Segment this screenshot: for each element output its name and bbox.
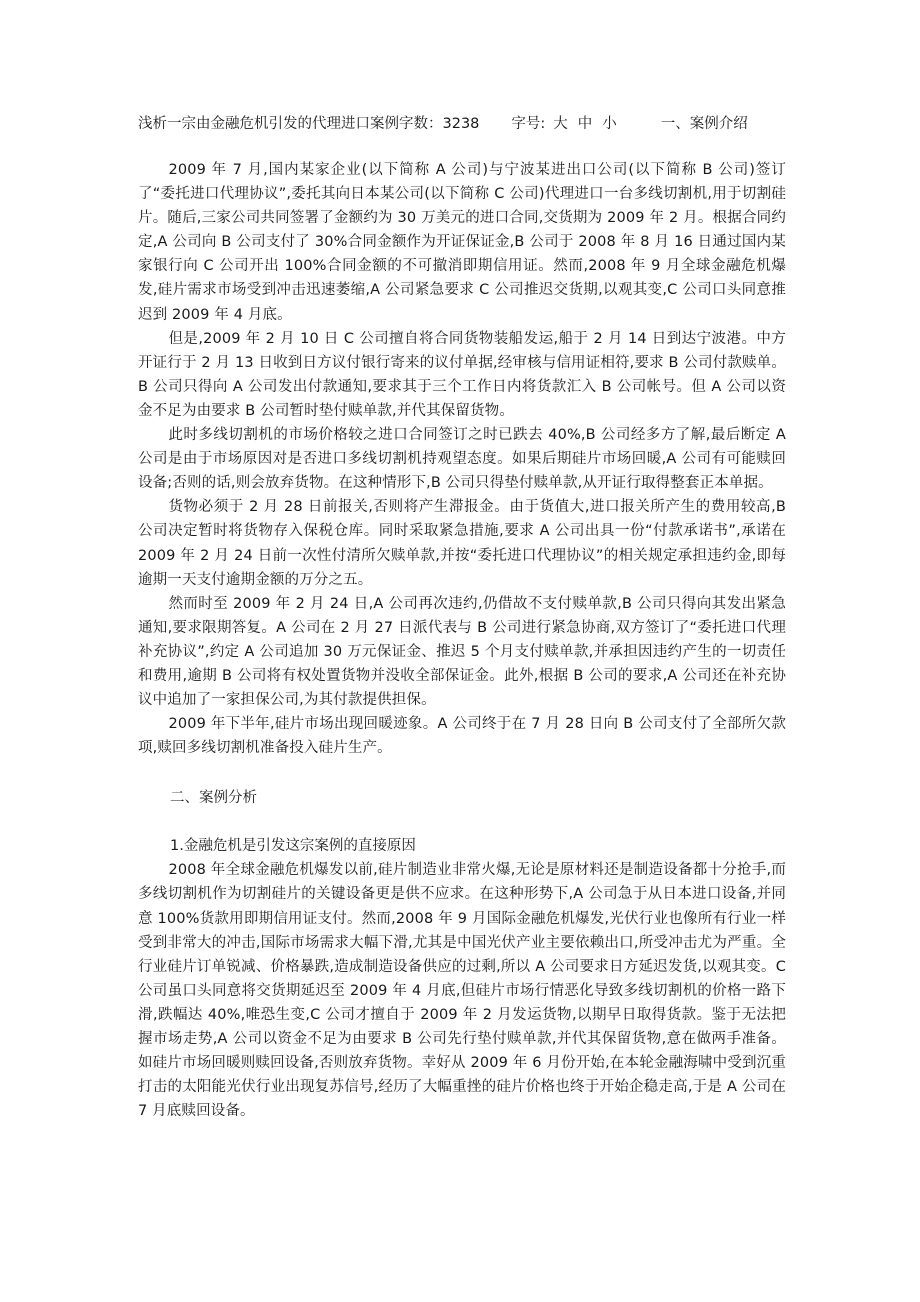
font-size-medium-link[interactable]: 中: [577, 116, 593, 132]
case-introduction: [138, 158, 786, 760]
document-header: [138, 112, 786, 136]
document-page: [138, 112, 786, 1123]
paragraph: 此时多线切割机的市场价格较之进口合同签订之时已跌去 40%,B 公司经多方了解,最后断定 A 公司是由于市场原因对是否进口多线切割机持观望态度。如果后期硅片市场回暖,A 公司有可能赎回设备;否则的话,则会放弃货物。在这种情形下,B 公司只得垫付赎单款,从开证行取得整套正本单据。: [138, 427, 786, 492]
paragraph: 2009 年 7 月,国内某家企业(以下简称 A 公司)与宁波某进出口公司(以下简称 B 公司)签订了“委托进口代理协议”,委托其向日本某公司(以下简称 C 公司)代理进口一台多线切割机,用于切割硅片。随后,三家公司共同签署了金额约为 30 万美元的进口合同,交货期为 2009 年 2 月。根据合同约定,A 公司向 B 公司支付了 30%合同金额作为开证保证金,B 公司于 2008 年 8 月 16 日通过国内某家银行向 C 公司开出 100%合同金额的不可撤消即期信用证。然而,2008 年 9 月全球金融危机爆发,硅片需求市场受到冲击迅速萎缩,A 公司紧急要求 C 公司推迟交货期,以观其变,C 公司口头同意推迟到 2009 年 4 月底。: [138, 162, 786, 323]
paragraph: 2008 年全球金融危机爆发以前,硅片制造业非常火爆,无论是原材料还是制造设备都十分抢手,而多线切割机作为切割硅片的关键设备更是供不应求。在这种形势下,A 公司急于从日本进口设备,并同意 100%货款用即期信用证支付。然而,2008 年 9 月国际金融危机爆发,光伏行业也像所有行业一样受到非常大的冲击,国际市场需求大幅下滑,尤其是中国光伏产业主要依赖出口,所受冲击尤为严重。全行业硅片订单锐减、价格暴跌,造成制造设备供应的过剩,所以 A 公司要求日方延迟发货,以观其变。C 公司虽口头同意将交货期延迟至 2009 年 4 月底,但硅片市场行情恶化导致多线切割机的价格一路下滑,跌幅达 40%,唯恐生变,C 公司才擅自于 2009 年 2 月发运货物,以期早日取得货款。鉴于无法把握市场走势,A 公司以资金不足为由要求 B 公司先行垫付赎单款,并代其保留货物,意在做两手准备。如硅片市场回暖则赎回设备,否则放弃货物。幸好从 2009 年 6 月份开始,在本轮金融海啸中受到沉重打击的太阳能光伏行业出现复苏信号,经历了大幅重挫的硅片价格也终于开始企稳走高,于是 A 公司在 7 月底赎回设备。: [138, 862, 786, 1120]
font-size-large-link[interactable]: 大: [553, 116, 568, 132]
paragraph: 但是,2009 年 2 月 10 日 C 公司擅自将合同货物装船发运,船于 2 月 14 日到达宁波港。中方开证行于 2 月 13 日收到日方议付银行寄来的议付单据,经审核与信用证相符,要求 B 公司付款赎单。B 公司只得向 A 公司发出付款通知,要求其于三个工作日内将货款汇入 B 公司帐号。但 A 公司以资金不足为由要求 B 公司暂时垫付赎单款,并代其保留货物。: [138, 330, 786, 419]
section-two-subheading: 1.金融危机是引发这宗案例的直接原因: [170, 838, 416, 855]
section-two-heading: 二、案例分析: [170, 790, 257, 807]
paragraph: 然而时至 2009 年 2 月 24 日,A 公司再次违约,仍借故不支付赎单款,B 公司只得向其发出紧急通知,要求限期答复。A 公司在 2 月 27 日派代表与 B 公司进行紧急协商,双方签订了“委托进口代理补充协议”,约定 A 公司追加 30 万元保证金、推迟 5 个月支付赎单款,并承担因违约产生的一切责任和费用,逾期 B 公司将有权处置货物并没收全部保证金。此外,根据 B 公司的要求,A 公司还在补充协议中追加了一家担保公司,为其付款提供担保。: [138, 595, 786, 709]
paragraph: 2009 年下半年,硅片市场出现回暖迹象。A 公司终于在 7 月 28 日向 B 公司支付了全部所欠款项,赎回多线切割机准备投入硅片生产。: [138, 716, 786, 757]
document-title: 浅析一宗由金融危机引发的代理进口案例字数：3238: [138, 116, 480, 132]
paragraph: 货物必须于 2 月 28 日前报关,否则将产生滞报金。由于货值大,进口报关所产生的费用较高,B 公司决定暂时将货物存入保税仓库。同时采取紧急措施,要求 A 公司出具一份“付款承诺书”,承诺在 2009 年 2 月 24 日前一次性付清所欠赎单款,并按“委托进口代理协议”的相关规定承担违约金,即每逾期一天支付逾期金额的万分之五。: [138, 499, 786, 588]
section-one-heading: 一、案例介绍: [660, 116, 748, 132]
font-size-label: 字号:: [511, 116, 546, 132]
font-size-small-link[interactable]: 小: [602, 116, 617, 132]
